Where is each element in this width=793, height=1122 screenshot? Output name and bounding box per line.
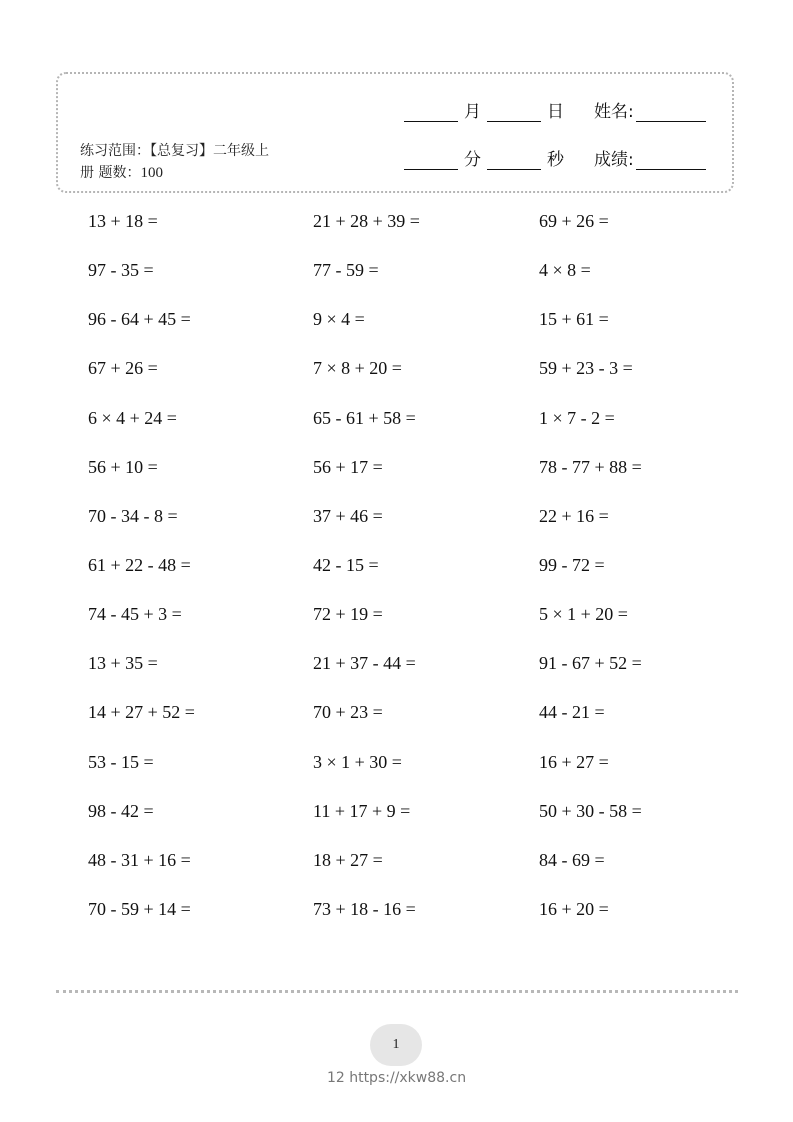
math-problem: 13 + 35 = (88, 653, 158, 674)
math-problem: 5 × 1 + 20 = (539, 604, 628, 625)
scope-count-prefix: 册 题数： (80, 165, 141, 181)
math-problem: 18 + 27 = (313, 849, 383, 870)
math-problem: 77 - 59 = (313, 260, 379, 281)
second-label: 秒 (547, 150, 564, 170)
second-blank[interactable] (487, 149, 541, 170)
problem-row (88, 453, 728, 502)
question-count: 100 (140, 165, 163, 181)
math-problem: 21 + 37 - 44 = (313, 653, 416, 674)
math-problem: 16 + 27 = (539, 751, 609, 772)
math-problem: 3 × 1 + 30 = (313, 751, 402, 772)
math-problem: 22 + 16 = (539, 505, 609, 526)
math-problem: 14 + 27 + 52 = (88, 702, 195, 723)
math-problem: 98 - 42 = (88, 800, 154, 821)
math-problem: 97 - 35 = (88, 260, 154, 281)
problem-row (88, 748, 728, 797)
bottom-divider (56, 990, 738, 993)
name-blank[interactable] (636, 101, 706, 122)
scope-line-2 (80, 162, 320, 184)
math-problem: 70 - 34 - 8 = (88, 505, 178, 526)
problem-row (88, 600, 728, 649)
math-problem: 78 - 77 + 88 = (539, 456, 642, 477)
math-problem: 74 - 45 + 3 = (88, 604, 182, 625)
math-problem: 50 + 30 - 58 = (539, 800, 642, 821)
problem-row (88, 551, 728, 600)
math-problem: 4 × 8 = (539, 260, 591, 281)
page-number-badge: 1 (370, 1024, 422, 1066)
math-problem: 69 + 26 = (539, 211, 609, 231)
scope-line-1: 练习范围：【总复习】二年级上 (80, 143, 269, 159)
problem-row (88, 207, 728, 256)
day-blank[interactable] (487, 101, 541, 122)
math-problem: 42 - 15 = (313, 554, 379, 575)
math-problem: 91 - 67 + 52 = (539, 653, 642, 674)
math-problem: 84 - 69 = (539, 849, 605, 870)
math-problem: 72 + 19 = (313, 604, 383, 625)
problem-grid (88, 207, 728, 944)
minute-blank[interactable] (404, 149, 458, 170)
math-problem: 56 + 17 = (313, 456, 383, 477)
score-blank[interactable] (636, 149, 706, 170)
problem-row (88, 502, 728, 551)
math-problem: 61 + 22 - 48 = (88, 554, 191, 575)
math-problem: 65 - 61 + 58 = (313, 407, 416, 428)
math-problem: 21 + 28 + 39 = (313, 211, 420, 231)
month-label: 月 (464, 102, 481, 122)
minute-label: 分 (464, 150, 481, 170)
worksheet-header-box (56, 72, 734, 193)
math-problem: 59 + 23 - 3 = (539, 358, 633, 379)
problem-row (88, 895, 728, 944)
problem-row (88, 698, 728, 747)
math-problem: 73 + 18 - 16 = (313, 898, 416, 919)
problem-row (88, 256, 728, 305)
problem-row (88, 354, 728, 403)
problem-row (88, 305, 728, 354)
math-problem: 67 + 26 = (88, 358, 158, 379)
math-problem: 53 - 15 = (88, 751, 154, 772)
practice-scope (80, 140, 320, 184)
math-problem: 70 + 23 = (313, 702, 383, 723)
footer-url: 12 https://xkw88.cn (326, 1070, 467, 1086)
math-problem: 6 × 4 + 24 = (88, 407, 177, 428)
problem-row (88, 404, 728, 453)
math-problem: 1 × 7 - 2 = (539, 407, 615, 428)
time-score-row (404, 144, 706, 170)
date-name-row (404, 96, 706, 122)
math-problem: 15 + 61 = (539, 309, 609, 330)
math-problem: 48 - 31 + 16 = (88, 849, 191, 870)
math-problem: 56 + 10 = (88, 456, 158, 477)
math-problem: 96 - 64 + 45 = (88, 309, 191, 330)
math-problem: 70 - 59 + 14 = (88, 898, 191, 919)
day-label: 日 (547, 102, 564, 122)
problem-row (88, 846, 728, 895)
score-label: 成绩: (594, 150, 634, 170)
problem-row (88, 797, 728, 846)
month-blank[interactable] (404, 101, 458, 122)
math-problem: 99 - 72 = (539, 554, 605, 575)
math-problem: 44 - 21 = (539, 702, 605, 723)
math-problem: 37 + 46 = (313, 505, 383, 526)
math-problem: 16 + 20 = (539, 898, 609, 919)
name-label: 姓名: (594, 102, 634, 122)
math-problem: 7 × 8 + 20 = (313, 358, 402, 379)
problem-row (88, 649, 728, 698)
math-problem: 9 × 4 = (313, 309, 365, 330)
math-problem: 13 + 18 = (88, 211, 158, 231)
math-problem: 11 + 17 + 9 = (313, 800, 411, 821)
